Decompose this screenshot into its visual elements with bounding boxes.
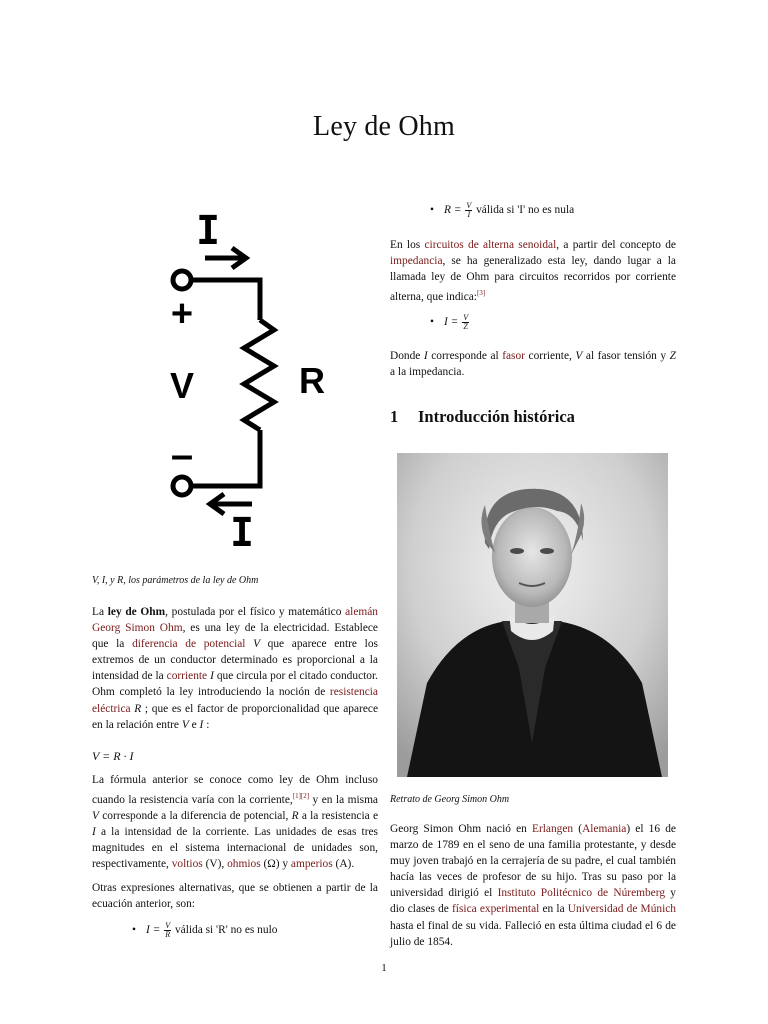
portrait-image	[397, 453, 668, 777]
portrait-illustration	[397, 453, 668, 777]
link-instituto-politecnico[interactable]: Instituto Politécnico de Núremberg	[497, 887, 666, 900]
fraction: $\frac{V}{R}$	[165, 921, 171, 939]
link-georg-simon-ohm[interactable]: Georg Simon Ohm	[92, 622, 183, 635]
fraction: $\frac{V}{Z}$	[463, 313, 469, 331]
link-aleman[interactable]: alemán	[345, 606, 378, 618]
circuit-caption: V, I, y R, los parámetros de la ley de Ohm	[92, 575, 259, 586]
section-heading: 1 Introducción histórica	[390, 407, 575, 426]
portrait-caption: Retrato de Georg Simon Ohm	[390, 794, 510, 805]
link-ohmios[interactable]: ohmios	[227, 858, 261, 871]
term-bold: ley de Ohm	[107, 606, 166, 618]
circuit-wire-bottom	[191, 430, 260, 486]
link-circuitos-alterna[interactable]: circuitos de alterna senoidal	[424, 239, 557, 251]
resistance-label: R	[299, 360, 325, 401]
link-alemania[interactable]: Alemania	[582, 823, 627, 835]
plus-label: +	[170, 293, 194, 335]
current-label-top: I	[195, 210, 221, 254]
formula-paragraph: La fórmula anterior se conoce como ley de Ohm incluso cuando la resistencia varía con la corriente,[1][2] y en la misma V corresponde a la diferencia de potencial, R a la resistencia e I a la intensidad de la corriente. Las unidades de esas tres magnitudes en el sistema internacional de unidades son, respectivamente, voltios (V), ohmios (Ω) y amperios (A).	[92, 774, 378, 871]
circuit-wire-top	[191, 280, 260, 320]
bottom-terminal	[173, 477, 191, 495]
voltage-label: V	[169, 365, 195, 406]
circuit-diagram	[160, 210, 340, 555]
page-title: Ley de Ohm	[313, 111, 455, 142]
reference-link[interactable]: [3]	[476, 289, 486, 298]
bullet-dot: •	[430, 316, 434, 329]
page-number: 1	[381, 962, 387, 974]
bullet-dot: •	[430, 204, 434, 217]
intro-paragraph: La ley de Ohm, postulada por el físico y matemático alemán Georg Simon Ohm, es una ley de la electricidad. Establece que la diferencia de potencial V que aparece entre los extremos de un conductor determinado es proporcional a la intensidad de la corriente I que circula por el citado conductor. Ohm completó la ley introduciendo la noción de resistencia eléctrica R ; que es el factor de proporcionalidad que aparece en la relación entre V e I :	[92, 606, 379, 731]
reference-link[interactable]: [1][2]	[292, 792, 310, 801]
link-voltios[interactable]: voltios	[171, 858, 203, 871]
formula-bullet-2: • R = $\frac{V}{I}$ válida si 'I' no es nula	[430, 201, 575, 219]
minus-label: –	[170, 433, 194, 477]
formula-bullet-3: • I = $\frac{V}{Z}$	[430, 313, 469, 331]
link-fisica-experimental[interactable]: física experimental	[452, 903, 540, 916]
current-label-bottom: I	[229, 510, 255, 555]
link-diferencia-potencial[interactable]: diferencia de potencial	[132, 638, 246, 651]
link-resistencia-electrica[interactable]: resistencia eléctrica	[92, 686, 378, 715]
link-amperios[interactable]: amperios	[290, 858, 333, 871]
phasor-paragraph: Donde I corresponde al fasor corriente, V al fasor tensión y Z a la impedancia.	[390, 350, 676, 379]
link-universidad-munich[interactable]: Universidad de Múnich	[567, 903, 676, 916]
link-impedancia[interactable]: impedancia	[390, 255, 443, 268]
link-erlangen[interactable]: Erlangen	[532, 823, 574, 835]
link-corriente[interactable]: corriente	[166, 670, 208, 683]
link-fasor[interactable]: fasor	[502, 350, 525, 362]
top-terminal	[173, 271, 191, 289]
formula-bullet-1: • I = $\frac{V}{R}$ válida si 'R' no es nulo	[132, 921, 278, 939]
bullet-dot: •	[132, 924, 136, 937]
resistor-zigzag	[244, 320, 274, 430]
alternatives-paragraph: Otras expresiones alternativas, que se obtienen a partir de la ecuación anterior, son:	[92, 882, 378, 911]
biography-paragraph: Georg Simon Ohm nació en Erlangen (Alemania) el 16 de marzo de 1789 en el seno de una familia protestante, y desde muy joven trabajó en la cerrajería de su padre, el cual también hacía las veces de profesor de su hijo. Tras su paso por la universidad dirigió el Instituto Politécnico de Núremberg y dio clases de física experimental en la Universidad de Múnich hasta el final de su vida. Falleció en esta última ciudad el 6 de julio de 1854.	[390, 823, 677, 948]
fraction: $\frac{V}{I}$	[466, 201, 472, 219]
ohm-formula: V = R · I	[92, 749, 134, 763]
ac-paragraph: En los circuitos de alterna senoidal, a partir del concepto de impedancia, se ha generalizado esta ley, dando lugar a la llamada ley de Ohm para circuitos recorridos por corriente alterna, que indica:[3]	[390, 239, 676, 304]
